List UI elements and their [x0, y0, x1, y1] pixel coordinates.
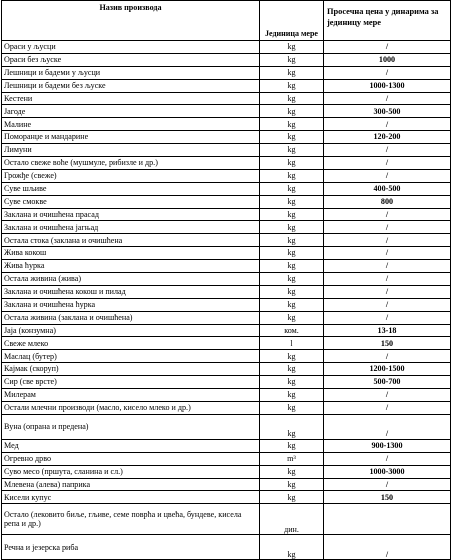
- unit-cell: kg: [260, 491, 324, 504]
- unit-cell: kg: [260, 260, 324, 273]
- table-row: [2, 350, 451, 363]
- unit-cell: kg: [260, 208, 324, 221]
- price-cell: /: [324, 452, 451, 465]
- table-row: [2, 169, 451, 182]
- unit-cell: kg: [260, 273, 324, 286]
- product-name-cell: Остала живина (жива): [2, 273, 260, 286]
- price-cell: /: [324, 389, 451, 402]
- unit-cell: kg: [260, 169, 324, 182]
- price-cell: 13-18: [324, 324, 451, 337]
- price-cell: 1000-1300: [324, 79, 451, 92]
- price-cell: /: [324, 350, 451, 363]
- unit-cell: kg: [260, 311, 324, 324]
- table-row: [2, 535, 451, 560]
- table-row: [2, 376, 451, 389]
- product-name-cell: Кајмак (скоруп): [2, 363, 260, 376]
- price-cell: /: [324, 247, 451, 260]
- price-cell: 500-700: [324, 376, 451, 389]
- table-row: [2, 118, 451, 131]
- unit-cell: kg: [260, 182, 324, 195]
- product-name-cell: Остали млечни производи (масло, кисело млеко и др.): [2, 401, 260, 414]
- unit-cell: kg: [260, 131, 324, 144]
- unit-cell: kg: [260, 298, 324, 311]
- unit-cell: kg: [260, 157, 324, 170]
- product-name-cell: Јагоде: [2, 105, 260, 118]
- product-name-cell: Лешници и бадеми без љуске: [2, 79, 260, 92]
- table-row: [2, 208, 451, 221]
- table-row: [2, 389, 451, 402]
- table-row: [2, 452, 451, 465]
- price-cell: 900-1300: [324, 439, 451, 452]
- table-row: [2, 234, 451, 247]
- table-row: [2, 478, 451, 491]
- price-cell: /: [324, 311, 451, 324]
- price-cell: 800: [324, 195, 451, 208]
- price-cell: /: [324, 414, 451, 439]
- unit-cell: kg: [260, 389, 324, 402]
- price-cell: /: [324, 144, 451, 157]
- unit-cell: kg: [260, 465, 324, 478]
- unit-cell: m³: [260, 452, 324, 465]
- product-name-cell: Лимуни: [2, 144, 260, 157]
- table-row: [2, 337, 451, 350]
- price-cell: /: [324, 157, 451, 170]
- price-cell: /: [324, 298, 451, 311]
- unit-cell: kg: [260, 144, 324, 157]
- unit-cell: kg: [260, 376, 324, 389]
- product-name-cell: Лешници и бадеми у љусци: [2, 66, 260, 79]
- price-cell: /: [324, 273, 451, 286]
- product-name-cell: Речна и језерска риба: [2, 535, 260, 560]
- table-row: [2, 92, 451, 105]
- product-name-cell: Ораси без љуске: [2, 53, 260, 66]
- unit-cell: kg: [260, 478, 324, 491]
- product-name-cell: Жива кокош: [2, 247, 260, 260]
- price-header: Просечна цена у динарима за јединицу мере: [324, 1, 451, 41]
- product-name-cell: Кисели купус: [2, 491, 260, 504]
- table-row: [2, 324, 451, 337]
- price-cell: /: [324, 92, 451, 105]
- price-cell: 120-200: [324, 131, 451, 144]
- unit-cell: kg: [260, 66, 324, 79]
- unit-cell: ком.: [260, 324, 324, 337]
- table-row: [2, 79, 451, 92]
- unit-cell: kg: [260, 41, 324, 54]
- price-cell: /: [324, 285, 451, 298]
- header-row: [2, 1, 451, 41]
- price-table: [1, 0, 451, 560]
- price-cell: /: [324, 401, 451, 414]
- price-cell: /: [324, 41, 451, 54]
- table-row: [2, 298, 451, 311]
- price-cell: /: [324, 260, 451, 273]
- table-row: [2, 311, 451, 324]
- product-name-cell: Остало (лековито биље, гљиве, семе поврћа и цвећа, бундеве, кисела репа и др.): [2, 504, 260, 535]
- table-row: [2, 105, 451, 118]
- table-row: [2, 53, 451, 66]
- table-row: [2, 66, 451, 79]
- product-name-cell: Заклана и очишћена јагњад: [2, 221, 260, 234]
- product-name-cell: Суво месо (пршута, сланина и сл.): [2, 465, 260, 478]
- price-cell: /: [324, 208, 451, 221]
- unit-cell: kg: [260, 53, 324, 66]
- table-row: [2, 491, 451, 504]
- price-cell: /: [324, 478, 451, 491]
- unit-cell: kg: [260, 105, 324, 118]
- price-cell: /: [324, 169, 451, 182]
- price-cell: [324, 504, 451, 535]
- unit-cell: l: [260, 337, 324, 350]
- product-name-cell: Маслац (бутер): [2, 350, 260, 363]
- table-row: [2, 465, 451, 478]
- unit-cell: kg: [260, 285, 324, 298]
- product-name-cell: Кестени: [2, 92, 260, 105]
- price-cell: 150: [324, 491, 451, 504]
- product-name-cell: Суве шљиве: [2, 182, 260, 195]
- product-name-cell: Заклана и очишћена прасад: [2, 208, 260, 221]
- unit-cell: kg: [260, 350, 324, 363]
- product-name-cell: Заклана и очишћена кокош и пилад: [2, 285, 260, 298]
- product-name-cell: Мед: [2, 439, 260, 452]
- unit-cell: дин.: [260, 504, 324, 535]
- product-name-cell: Остала живина (заклана и очишћена): [2, 311, 260, 324]
- unit-cell: kg: [260, 247, 324, 260]
- unit-cell: kg: [260, 92, 324, 105]
- unit-header: Јединица мере: [260, 1, 324, 41]
- price-cell: 300-500: [324, 105, 451, 118]
- price-cell: 1200-1500: [324, 363, 451, 376]
- unit-cell: kg: [260, 79, 324, 92]
- table-body: [2, 41, 451, 560]
- table-row: [2, 144, 451, 157]
- product-name-cell: Суве смокве: [2, 195, 260, 208]
- table-row: [2, 247, 451, 260]
- price-cell: /: [324, 118, 451, 131]
- product-name-cell: Свеже млеко: [2, 337, 260, 350]
- product-name-header: Назив производа: [2, 1, 260, 41]
- unit-cell: kg: [260, 195, 324, 208]
- unit-cell: kg: [260, 414, 324, 439]
- table-row: [2, 285, 451, 298]
- unit-cell: kg: [260, 401, 324, 414]
- price-cell: 1000: [324, 53, 451, 66]
- table-row: [2, 260, 451, 273]
- product-name-cell: Малине: [2, 118, 260, 131]
- unit-cell: kg: [260, 363, 324, 376]
- table-row: [2, 439, 451, 452]
- price-cell: 400-500: [324, 182, 451, 195]
- price-cell: 150: [324, 337, 451, 350]
- product-name-cell: Жива ћурка: [2, 260, 260, 273]
- product-name-cell: Вуна (опрана и предена): [2, 414, 260, 439]
- table-row: [2, 504, 451, 535]
- price-cell: /: [324, 234, 451, 247]
- product-name-cell: Заклана и очишћена ћурка: [2, 298, 260, 311]
- table-row: [2, 273, 451, 286]
- table-row: [2, 195, 451, 208]
- product-name-cell: Ораси у љусци: [2, 41, 260, 54]
- price-cell: /: [324, 66, 451, 79]
- product-name-cell: Огревно дрво: [2, 452, 260, 465]
- table-row: [2, 41, 451, 54]
- unit-cell: kg: [260, 221, 324, 234]
- price-cell: 1000-3000: [324, 465, 451, 478]
- product-name-cell: Грожђе (свеже): [2, 169, 260, 182]
- unit-cell: kg: [260, 234, 324, 247]
- product-name-cell: Млевена (алева) паприка: [2, 478, 260, 491]
- unit-cell: kg: [260, 439, 324, 452]
- table-row: [2, 414, 451, 439]
- table-row: [2, 363, 451, 376]
- price-cell: /: [324, 535, 451, 560]
- product-name-cell: Јаја (конзумна): [2, 324, 260, 337]
- unit-cell: kg: [260, 118, 324, 131]
- table-row: [2, 221, 451, 234]
- price-cell: /: [324, 221, 451, 234]
- product-name-cell: Остало свеже воће (мушмуле, рибизле и др.): [2, 157, 260, 170]
- table-row: [2, 182, 451, 195]
- product-name-cell: Милерам: [2, 389, 260, 402]
- product-name-cell: Поморанџе и мандарине: [2, 131, 260, 144]
- product-name-cell: Сир (све врсте): [2, 376, 260, 389]
- unit-cell: kg: [260, 535, 324, 560]
- product-name-cell: Остала стока (заклана и очишћена: [2, 234, 260, 247]
- table-row: [2, 157, 451, 170]
- table-row: [2, 401, 451, 414]
- table-row: [2, 131, 451, 144]
